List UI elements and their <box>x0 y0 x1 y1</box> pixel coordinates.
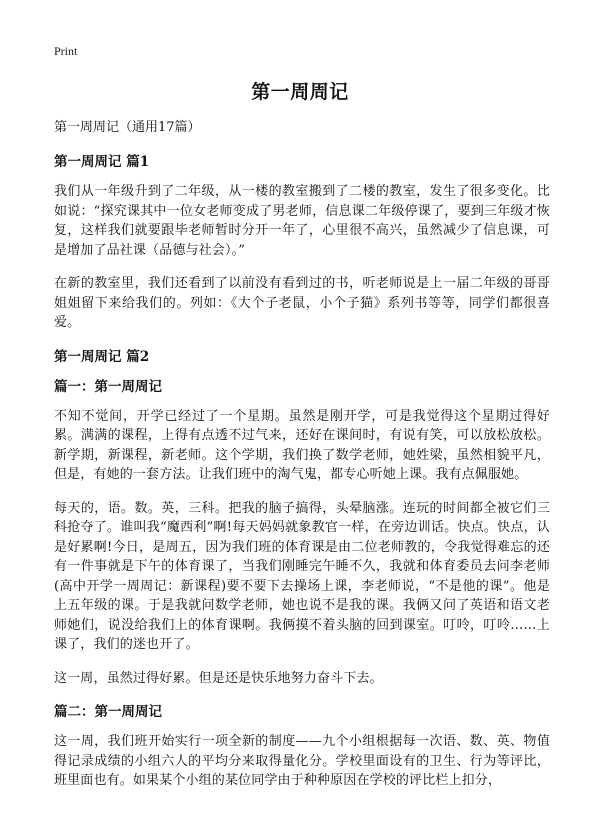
section-2 <box>54 347 550 791</box>
document-subtitle: 第一周周记（通用17篇） <box>54 120 201 135</box>
section-1 <box>54 152 550 333</box>
paragraph: 我们从一年级升到了二年级，从一楼的教室搬到了二楼的教室，发生了很多变化。比如说：“探究课其中一位女老师变成了男老师，信息课二年级停课了，要到三年级才恢复，这样我们就要跟毕老师暂时分开一年了，心里很不高兴，虽然减少了信息课，可是增加了品社课（品德与社会）。” <box>54 184 550 258</box>
subsection-2 <box>54 702 550 791</box>
paragraph: 这一周，我们班开始实行一项全新的制度——九个小组根据每一次语、数、英、物值得记录成绩的小组六人的平均分来取得量化分。学校里面设有的卫生、行为等评比，班里面也有。如果某个小组的某位同学由于种种原因在学校的评比栏上扣分， <box>54 734 550 788</box>
section-heading: 第一周周记 篇2 <box>54 348 150 365</box>
paragraph: 不知不觉间，开学已经过了一个星期。虽然是刚开学，可是我觉得这个星期过得好累。满满的课程，上得有点透不过气来，还好在课间时，有说有笑，可以放松放松。新学期，新课程，新老师。这个学期，我们换了数学老师，她姓梁，虽然相貌平凡，但是，有她的一套方法。让我们班中的淘气鬼，都专心听她上课。我有点佩服她。 <box>54 408 550 482</box>
paragraph: 这一周，虽然过得好累。但是还是快乐地努力奋斗下去。 <box>54 670 383 686</box>
subsection-1 <box>54 377 550 689</box>
subsection-heading: 篇一：第一周周记 <box>54 378 162 395</box>
document-title: 第一周周记 <box>251 81 349 103</box>
document-body <box>54 118 550 805</box>
section-heading: 第一周周记 篇1 <box>54 154 150 170</box>
paragraph: 在新的教室里，我们还看到了以前没有看到过的书，听老师说是上一届二年级的哥哥姐姐留下来给我们的。列如：《大个子老鼠，小个子猫》系列书等等，同学们都很喜爱。 <box>54 276 550 330</box>
paragraph: 每天的，语。数。英，三科。把我的脑子搞得，头晕脑涨。连玩的时间都全被它们三科抢夺了。谁叫我“魔西利”啊!每天妈妈就象教官一样，在旁边训话。快点。快点，认是好累啊!今日，是周五，因为我们班的体育课是由二位老师教的，令我觉得难忘的还有一件事就是下午的体育课了，当我们刚睡完午睡不久，我就和体育委员去问李老师(高中开学一周周记：新课程)要不要下去操场上课，李老师说，“不是他的课”。他是上五年级的课。于是我就问数学老师，她也说不是我的课。我俩又问了英语和语文老师她们，说没给我们上的体育课啊。我俩摸不着头脑的回到课室。叮呤，叮呤……上课了，我们的迷也开了。 <box>54 500 550 652</box>
subsection-heading: 篇二：第一周周记 <box>54 704 162 720</box>
print-label: Print <box>54 44 78 58</box>
